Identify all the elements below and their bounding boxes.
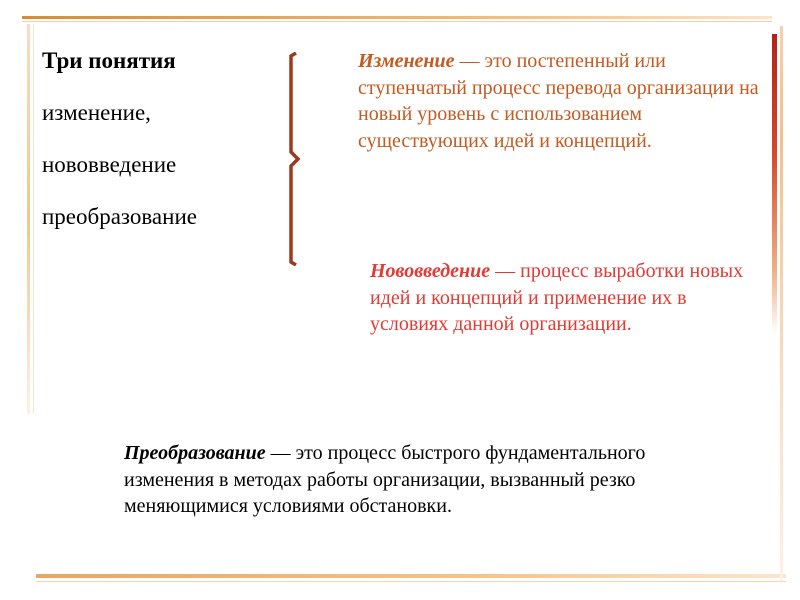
definition-change — [358, 48, 768, 154]
definition-transformation-text: — это процесс быстрого фундаментального изменения в методах работы организации, вызванный резко меняющимися условиями обстановки. — [124, 442, 646, 517]
concepts-block — [42, 48, 282, 256]
definition-transformation — [124, 440, 704, 520]
frame-top-line — [22, 16, 772, 19]
right-orange-vertical-line — [780, 26, 783, 581]
concept-transformation: преобразование — [42, 204, 197, 229]
frame-top-thin-line — [22, 21, 772, 22]
concept-innovation: нововведение — [42, 152, 177, 177]
term-transformation: Преобразование — [124, 442, 266, 464]
left-thin-vertical-line — [33, 24, 34, 414]
left-vertical-line — [27, 24, 30, 414]
definition-innovation-text: — процесс выработки новых идей и концепций и применение их в условиях данной организации. — [370, 260, 744, 335]
concept-change: изменение, — [42, 100, 151, 125]
curly-bracket-icon — [282, 52, 306, 266]
slide-title: Три понятия — [42, 48, 176, 73]
right-red-vertical-line — [772, 34, 777, 334]
definition-change-text: — это постепенный или ступенчатый процесс перевода организации на новый уровень с использованием существующих идей и концепций. — [358, 50, 759, 152]
term-change: Изменение — [358, 50, 455, 72]
frame-bottom-thin-line — [36, 581, 786, 582]
term-innovation: Нововведение — [370, 260, 491, 282]
definition-innovation — [370, 258, 750, 338]
frame-bottom-line — [36, 574, 786, 578]
